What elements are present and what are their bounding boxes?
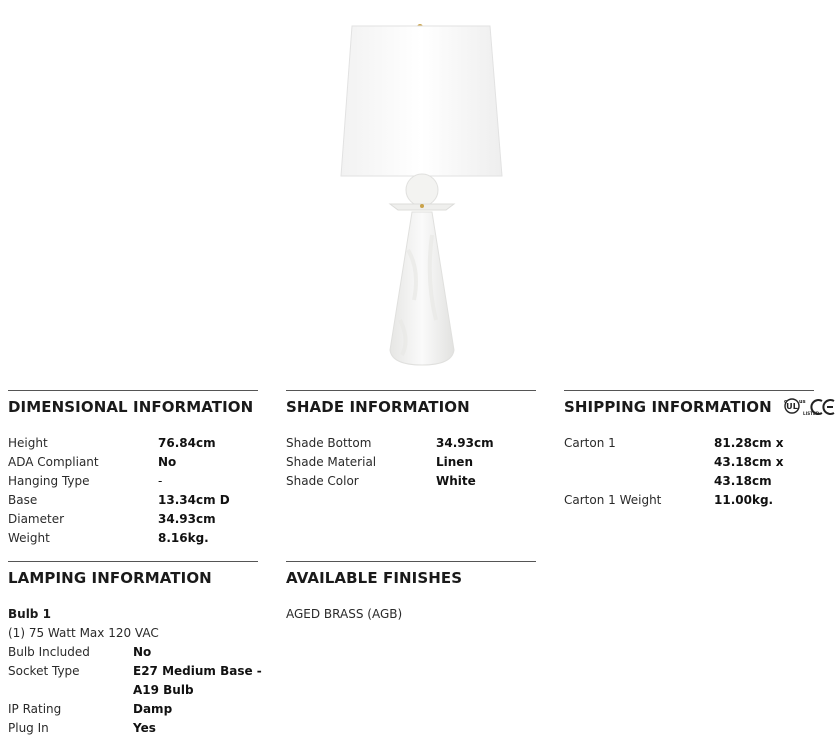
spec-row xyxy=(8,662,288,700)
spec-row xyxy=(8,453,258,472)
section-title: LAMPING INFORMATION xyxy=(8,569,212,587)
spec-value: White xyxy=(436,474,476,488)
shade-info-section xyxy=(286,390,536,491)
spec-value: 81.28cm x 43.18cm x 43.18cm xyxy=(714,436,784,488)
spec-label: Height xyxy=(8,436,48,450)
spec-row xyxy=(8,643,288,662)
spec-label: Shade Material xyxy=(286,455,377,469)
spec-label: Weight xyxy=(8,531,50,545)
spec-label: Diameter xyxy=(8,512,65,526)
spec-label: Shade Bottom xyxy=(286,436,372,450)
spec-label: ADA Compliant xyxy=(8,455,99,469)
spec-value: Yes xyxy=(133,721,156,735)
spec-row xyxy=(8,472,258,491)
section-divider xyxy=(286,561,536,562)
section-divider xyxy=(8,390,258,391)
spec-table xyxy=(286,434,536,491)
spec-value: E27 Medium Base - A19 Bulb xyxy=(133,664,262,697)
certification-icons xyxy=(783,398,837,416)
spec-value: Linen xyxy=(436,455,473,469)
spec-value: - xyxy=(158,474,163,488)
ul-listed-icon xyxy=(783,398,820,416)
ce-mark-icon xyxy=(811,398,837,416)
bulb-description: (1) 75 Watt Max 120 VAC xyxy=(8,626,159,640)
svg-text:LISTED: LISTED xyxy=(803,411,820,416)
lamp-product-image xyxy=(330,20,520,370)
svg-text:c: c xyxy=(784,399,788,405)
section-divider xyxy=(564,390,814,391)
spec-row xyxy=(286,472,536,491)
spec-row xyxy=(8,434,258,453)
section-divider xyxy=(8,561,258,562)
section-title: SHADE INFORMATION xyxy=(286,398,470,416)
spec-row xyxy=(8,529,258,548)
spec-value: No xyxy=(158,455,177,469)
spec-label: Plug In xyxy=(8,721,49,735)
lamping-info-section xyxy=(8,561,288,738)
bulb-title: Bulb 1 xyxy=(8,607,51,621)
spec-row xyxy=(8,700,288,719)
spec-table xyxy=(8,605,288,738)
spec-label: Carton 1 Weight xyxy=(564,493,662,507)
spec-row xyxy=(8,510,258,529)
available-finishes-section xyxy=(286,561,536,624)
spec-row xyxy=(8,491,258,510)
spec-label: IP Rating xyxy=(8,702,62,716)
svg-text:UL: UL xyxy=(786,402,799,411)
spec-row xyxy=(8,719,288,738)
spec-label: Socket Type xyxy=(8,664,80,678)
spec-value: 76.84cm xyxy=(158,436,216,450)
spec-table xyxy=(564,434,834,510)
spec-label: Bulb Included xyxy=(8,645,90,659)
spec-label: Carton 1 xyxy=(564,436,616,450)
spec-value: Damp xyxy=(133,702,173,716)
svg-text:us: us xyxy=(799,399,806,405)
finish-item: AGED BRASS (AGB) xyxy=(286,607,403,621)
section-title: DIMENSIONAL INFORMATION xyxy=(8,398,254,416)
section-title: AVAILABLE FINISHES xyxy=(286,569,463,587)
spec-label: Hanging Type xyxy=(8,474,90,488)
spec-row xyxy=(286,434,536,453)
section-title: SHIPPING INFORMATION xyxy=(564,398,772,416)
spec-row xyxy=(564,434,834,491)
spec-value: 11.00kg. xyxy=(714,493,774,507)
spec-label: Shade Color xyxy=(286,474,359,488)
spec-row xyxy=(286,453,536,472)
spec-value: 8.16kg. xyxy=(158,531,209,545)
spec-table xyxy=(8,434,258,548)
shipping-info-section xyxy=(564,390,834,510)
section-title-row xyxy=(564,398,834,416)
spec-row xyxy=(564,491,834,510)
section-divider xyxy=(286,390,536,391)
spec-value: No xyxy=(133,645,152,659)
spec-value: 13.34cm D xyxy=(158,493,230,507)
dimensional-info-section xyxy=(8,390,258,548)
spec-value: 34.93cm xyxy=(436,436,494,450)
spec-value: 34.93cm xyxy=(158,512,216,526)
spec-label: Base xyxy=(8,493,38,507)
